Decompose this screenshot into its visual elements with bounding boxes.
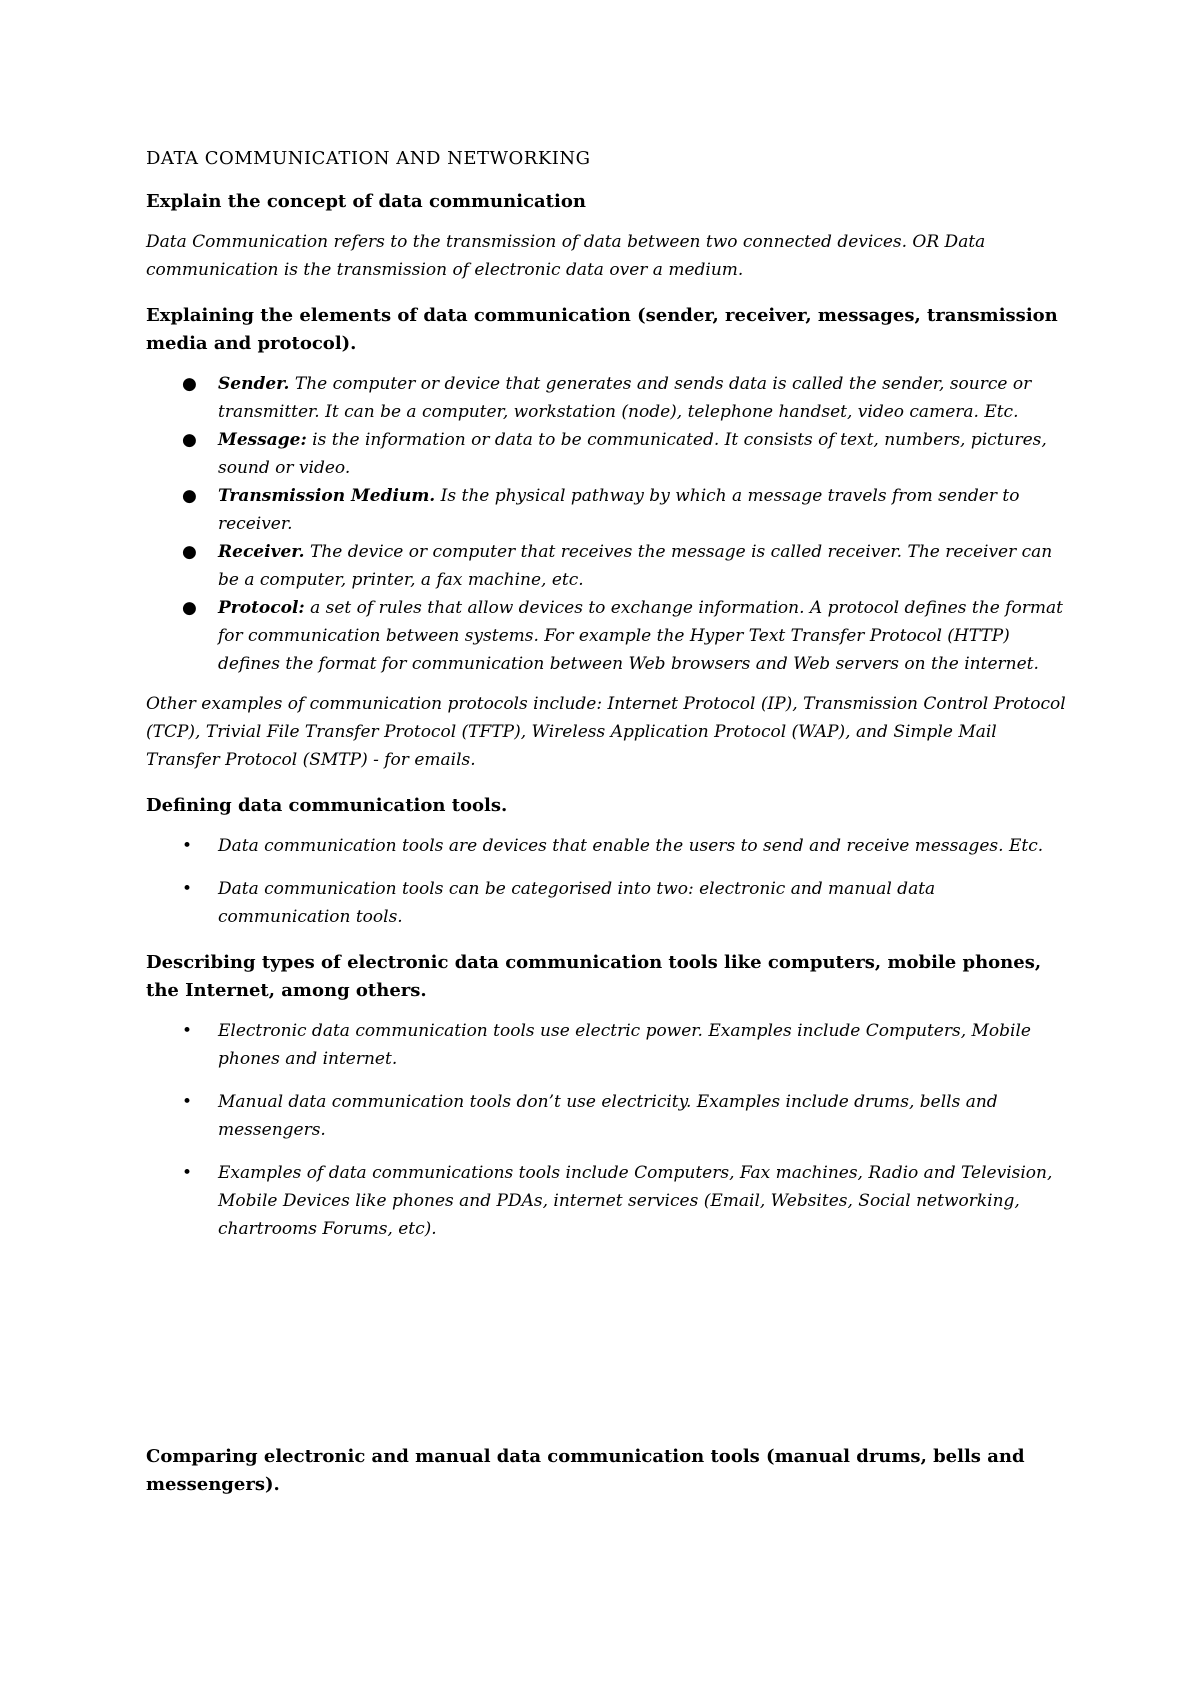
bullet-icon: •	[182, 879, 193, 899]
bullet-icon: ●	[182, 374, 197, 394]
list-item	[146, 1159, 1066, 1243]
bullet-icon: •	[182, 1092, 193, 1112]
bullet-icon: •	[182, 1021, 193, 1041]
concept-paragraph: Data Communication refers to the transmission of data between two connected devices. OR Data communication is the transmission of electronic data over a medium.	[146, 232, 986, 280]
element-text: a set of rules that allow devices to exchange information. A protocol defines the format for communication between systems. For example the Hyper Text Transfer Protocol (HTTP) defines the format for communication between Web browsers and Web servers on the internet.	[218, 598, 1063, 674]
document-title: DATA COMMUNICATION AND NETWORKING	[146, 148, 591, 169]
types-heading: Describing types of electronic data communication tools like computers, mobile phones, the Internet, among others.	[146, 952, 1042, 1001]
list-item	[146, 594, 1066, 678]
bullet-icon: •	[182, 836, 193, 856]
document-body	[146, 148, 1066, 1499]
comparing-heading: Comparing electronic and manual data communication tools (manual drums, bells and messengers).	[146, 1446, 1025, 1495]
concept-heading: Explain the concept of data communication	[146, 191, 586, 212]
element-term: Transmission Medium.	[218, 486, 436, 506]
element-term: Sender.	[218, 374, 290, 394]
list-item-text: Data communication tools can be categorised into two: electronic and manual data communication tools.	[218, 879, 936, 927]
list-item-text: Data communication tools are devices that enable the users to send and receive messages. Etc.	[218, 836, 1044, 856]
list-item	[146, 832, 1066, 860]
bullet-icon: •	[182, 1163, 193, 1183]
bullet-icon: ●	[182, 430, 197, 450]
element-text: is the information or data to be communicated. It consists of text, numbers, pictures, sound or video.	[218, 430, 1047, 478]
element-term: Protocol:	[218, 598, 305, 618]
list-item-text: Examples of data communications tools include Computers, Fax machines, Radio and Television, Mobile Devices like phones and PDAs, internet services (Email, Websites, Social networking, chartrooms Forums, etc).	[218, 1163, 1053, 1239]
types-list	[146, 1017, 1066, 1243]
list-item	[146, 1017, 1066, 1073]
list-item	[146, 875, 1066, 931]
element-text: The computer or device that generates and sends data is called the sender, source or transmitter. It can be a computer, workstation (node), telephone handset, video camera. Etc.	[218, 374, 1032, 422]
list-item	[146, 370, 1066, 426]
list-item	[146, 1088, 1066, 1144]
tools-heading: Defining data communication tools.	[146, 795, 508, 816]
bullet-icon: ●	[182, 486, 197, 506]
elements-heading: Explaining the elements of data communication (sender, receiver, messages, transmission media and protocol).	[146, 305, 1058, 354]
elements-list	[146, 370, 1066, 678]
bullet-icon: ●	[182, 542, 197, 562]
list-item-text: Electronic data communication tools use electric power. Examples include Computers, Mobile phones and internet.	[218, 1021, 1031, 1069]
list-item	[146, 538, 1066, 594]
element-term: Receiver.	[218, 542, 305, 562]
list-item	[146, 426, 1066, 482]
list-item	[146, 482, 1066, 538]
element-text: Is the physical pathway by which a message travels from sender to receiver.	[218, 486, 1020, 534]
element-term: Message:	[218, 430, 307, 450]
bullet-icon: ●	[182, 598, 197, 618]
protocols-paragraph: Other examples of communication protocols include: Internet Protocol (IP), Transmission Control Protocol (TCP), Trivial File Transfer Protocol (TFTP), Wireless Application Protocol (WAP), and Simple Mail Transfer Protocol (SMTP) - for emails.	[146, 694, 1066, 770]
element-text: The device or computer that receives the message is called receiver. The receiver can be a computer, printer, a fax machine, etc.	[218, 542, 1053, 590]
list-item-text: Manual data communication tools don’t use electricity. Examples include drums, bells and messengers.	[218, 1092, 998, 1140]
tools-list	[146, 832, 1066, 931]
